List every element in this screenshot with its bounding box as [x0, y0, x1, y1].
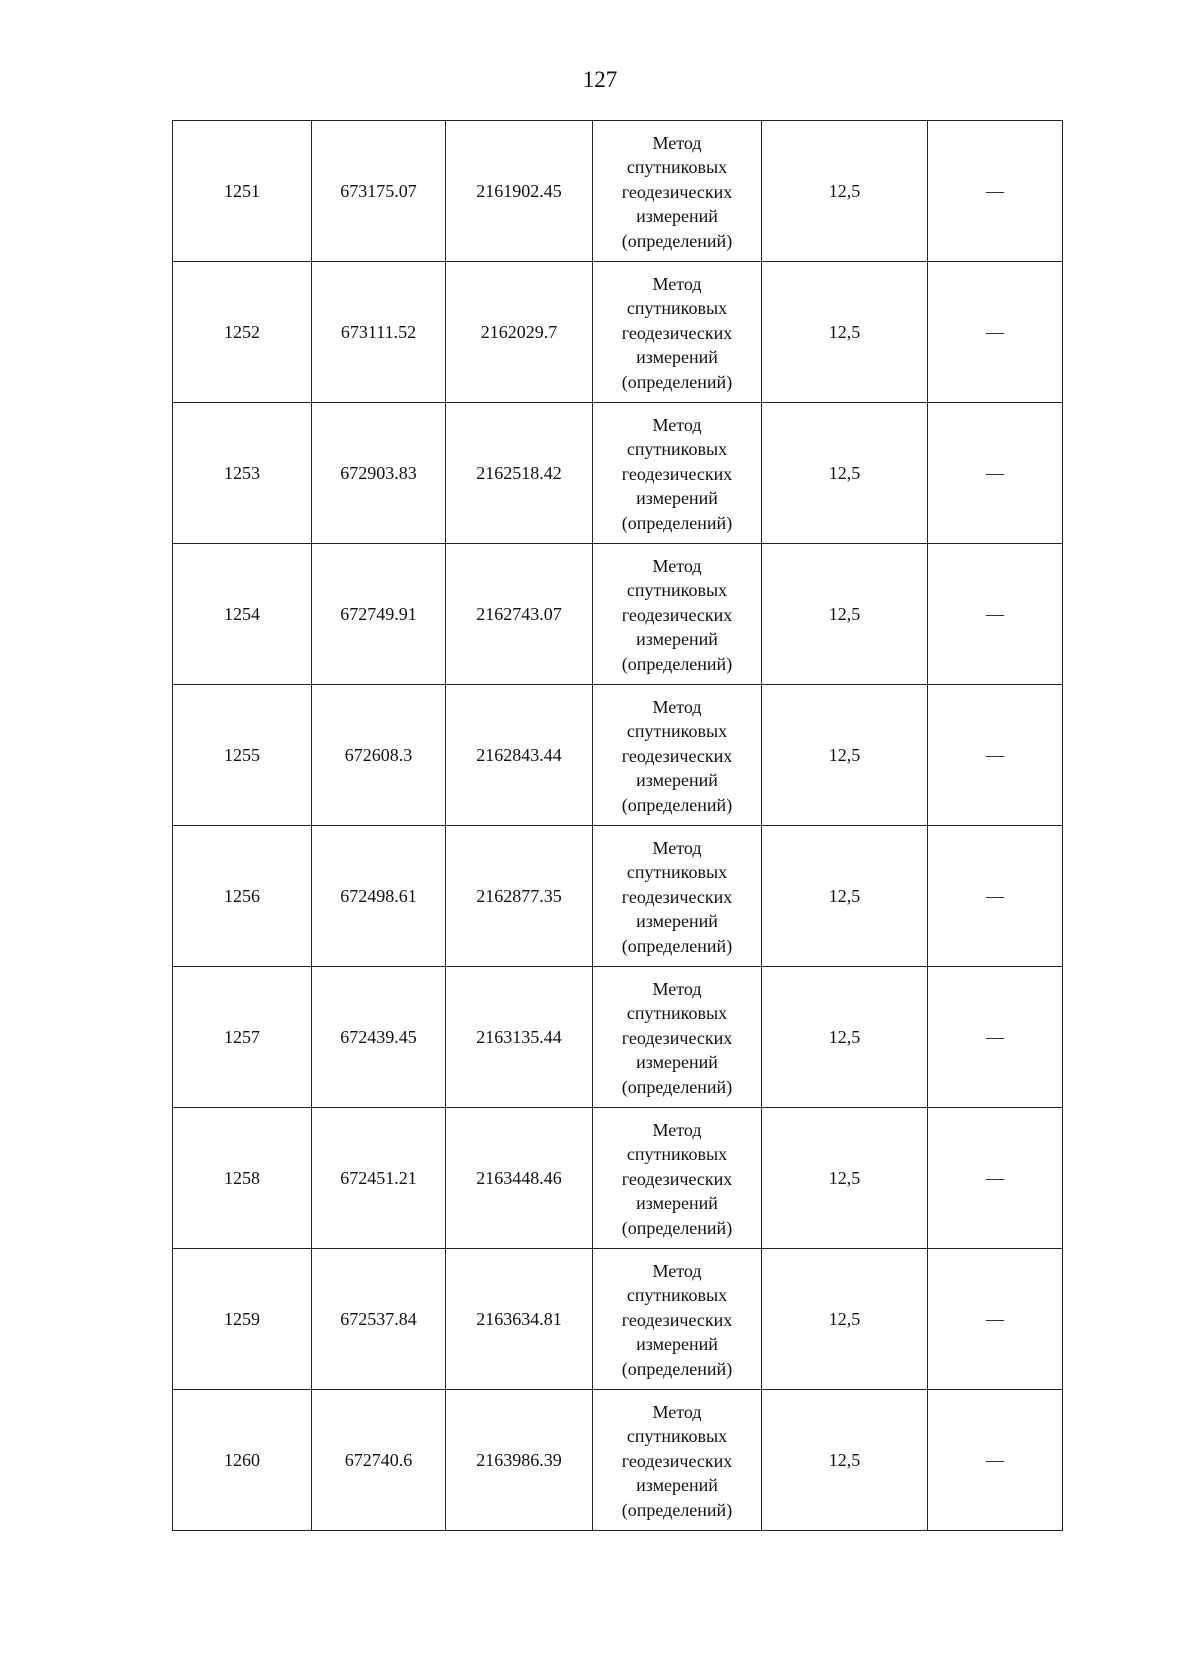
table-row: [173, 1249, 1063, 1390]
table-row: [173, 121, 1063, 262]
method-line: спутниковых: [626, 439, 728, 460]
method-line: геодезических: [621, 1027, 733, 1048]
y-coordinate-cell: 2162029.7: [446, 262, 593, 403]
method-line: измерений: [636, 1475, 718, 1496]
note-cell: —: [928, 403, 1063, 544]
method-line: (определений): [621, 1076, 733, 1097]
method-line: измерений: [636, 347, 718, 368]
method-line: (определений): [621, 230, 733, 251]
accuracy-cell: 12,5: [762, 544, 928, 685]
method-line: спутниковых: [626, 157, 728, 178]
x-coordinate-cell: 672439.45: [312, 967, 446, 1108]
x-coordinate-cell: 672903.83: [312, 403, 446, 544]
accuracy-cell: 12,5: [762, 967, 928, 1108]
method-line: (определений): [621, 653, 733, 674]
method-line: (определений): [621, 512, 733, 533]
method-line: измерений: [636, 911, 718, 932]
method-cell: [593, 403, 762, 544]
accuracy-cell: 12,5: [762, 1390, 928, 1531]
point-number-cell: 1252: [173, 262, 312, 403]
accuracy-cell: 12,5: [762, 403, 928, 544]
note-cell: —: [928, 967, 1063, 1108]
y-coordinate-cell: 2162877.35: [446, 826, 593, 967]
method-line: геодезических: [621, 886, 733, 907]
point-number-cell: 1257: [173, 967, 312, 1108]
method-line: (определений): [621, 1217, 733, 1238]
method-line: Метод: [652, 696, 702, 717]
method-line: Метод: [652, 1119, 702, 1140]
x-coordinate-cell: 673175.07: [312, 121, 446, 262]
table-row: [173, 967, 1063, 1108]
method-line: Метод: [652, 414, 702, 435]
x-coordinate-cell: 672451.21: [312, 1108, 446, 1249]
x-coordinate-cell: 673111.52: [312, 262, 446, 403]
accuracy-cell: 12,5: [762, 1249, 928, 1390]
y-coordinate-cell: 2163634.81: [446, 1249, 593, 1390]
x-coordinate-cell: 672608.3: [312, 685, 446, 826]
method-line: геодезических: [621, 181, 733, 202]
coordinates-table: [172, 120, 1063, 1531]
method-line: Метод: [652, 555, 702, 576]
method-line: геодезических: [621, 1168, 733, 1189]
y-coordinate-cell: 2162843.44: [446, 685, 593, 826]
method-line: Метод: [652, 1260, 702, 1281]
method-cell: [593, 967, 762, 1108]
method-line: спутниковых: [626, 298, 728, 319]
method-line: (определений): [621, 794, 733, 815]
method-cell: [593, 262, 762, 403]
point-number-cell: 1260: [173, 1390, 312, 1531]
y-coordinate-cell: 2163986.39: [446, 1390, 593, 1531]
note-cell: —: [928, 685, 1063, 826]
method-line: измерений: [636, 1193, 718, 1214]
point-number-cell: 1259: [173, 1249, 312, 1390]
method-line: геодезических: [621, 1309, 733, 1330]
method-line: геодезических: [621, 463, 733, 484]
method-line: спутниковых: [626, 1003, 728, 1024]
method-line: спутниковых: [626, 1285, 728, 1306]
x-coordinate-cell: 672740.6: [312, 1390, 446, 1531]
method-cell: [593, 544, 762, 685]
method-line: Метод: [652, 837, 702, 858]
y-coordinate-cell: 2162518.42: [446, 403, 593, 544]
table-body: [173, 121, 1063, 1531]
y-coordinate-cell: 2161902.45: [446, 121, 593, 262]
method-line: геодезических: [621, 1450, 733, 1471]
x-coordinate-cell: 672537.84: [312, 1249, 446, 1390]
accuracy-cell: 12,5: [762, 121, 928, 262]
accuracy-cell: 12,5: [762, 685, 928, 826]
method-line: спутниковых: [626, 862, 728, 883]
point-number-cell: 1256: [173, 826, 312, 967]
table-row: [173, 826, 1063, 967]
x-coordinate-cell: 672498.61: [312, 826, 446, 967]
point-number-cell: 1254: [173, 544, 312, 685]
page-number: 127: [582, 67, 618, 92]
point-number-cell: 1253: [173, 403, 312, 544]
table-row: [173, 403, 1063, 544]
method-line: спутниковых: [626, 1144, 728, 1165]
method-line: измерений: [636, 1334, 718, 1355]
method-cell: [593, 121, 762, 262]
method-cell: [593, 1390, 762, 1531]
method-line: спутниковых: [626, 580, 728, 601]
method-line: (определений): [621, 1499, 733, 1520]
method-cell: [593, 1108, 762, 1249]
method-line: Метод: [652, 132, 702, 153]
method-line: спутниковых: [626, 721, 728, 742]
point-number-cell: 1258: [173, 1108, 312, 1249]
method-line: Метод: [652, 273, 702, 294]
x-coordinate-cell: 672749.91: [312, 544, 446, 685]
method-cell: [593, 1249, 762, 1390]
method-line: геодезических: [621, 322, 733, 343]
note-cell: —: [928, 121, 1063, 262]
table-row: [173, 262, 1063, 403]
point-number-cell: 1251: [173, 121, 312, 262]
method-line: Метод: [652, 978, 702, 999]
accuracy-cell: 12,5: [762, 262, 928, 403]
method-line: Метод: [652, 1401, 702, 1422]
note-cell: —: [928, 826, 1063, 967]
y-coordinate-cell: 2163135.44: [446, 967, 593, 1108]
method-cell: [593, 685, 762, 826]
note-cell: —: [928, 262, 1063, 403]
method-line: измерений: [636, 770, 718, 791]
table-row: [173, 1108, 1063, 1249]
method-line: (определений): [621, 371, 733, 392]
accuracy-cell: 12,5: [762, 826, 928, 967]
note-cell: —: [928, 1390, 1063, 1531]
method-line: (определений): [621, 1358, 733, 1379]
method-line: геодезических: [621, 745, 733, 766]
table-row: [173, 685, 1063, 826]
note-cell: —: [928, 544, 1063, 685]
method-line: измерений: [636, 488, 718, 509]
table-row: [173, 1390, 1063, 1531]
method-line: измерений: [636, 1052, 718, 1073]
y-coordinate-cell: 2163448.46: [446, 1108, 593, 1249]
y-coordinate-cell: 2162743.07: [446, 544, 593, 685]
method-line: измерений: [636, 629, 718, 650]
point-number-cell: 1255: [173, 685, 312, 826]
method-line: (определений): [621, 935, 733, 956]
method-line: измерений: [636, 206, 718, 227]
method-line: геодезических: [621, 604, 733, 625]
table-row: [173, 544, 1063, 685]
method-line: спутниковых: [626, 1426, 728, 1447]
note-cell: —: [928, 1108, 1063, 1249]
note-cell: —: [928, 1249, 1063, 1390]
method-cell: [593, 826, 762, 967]
accuracy-cell: 12,5: [762, 1108, 928, 1249]
